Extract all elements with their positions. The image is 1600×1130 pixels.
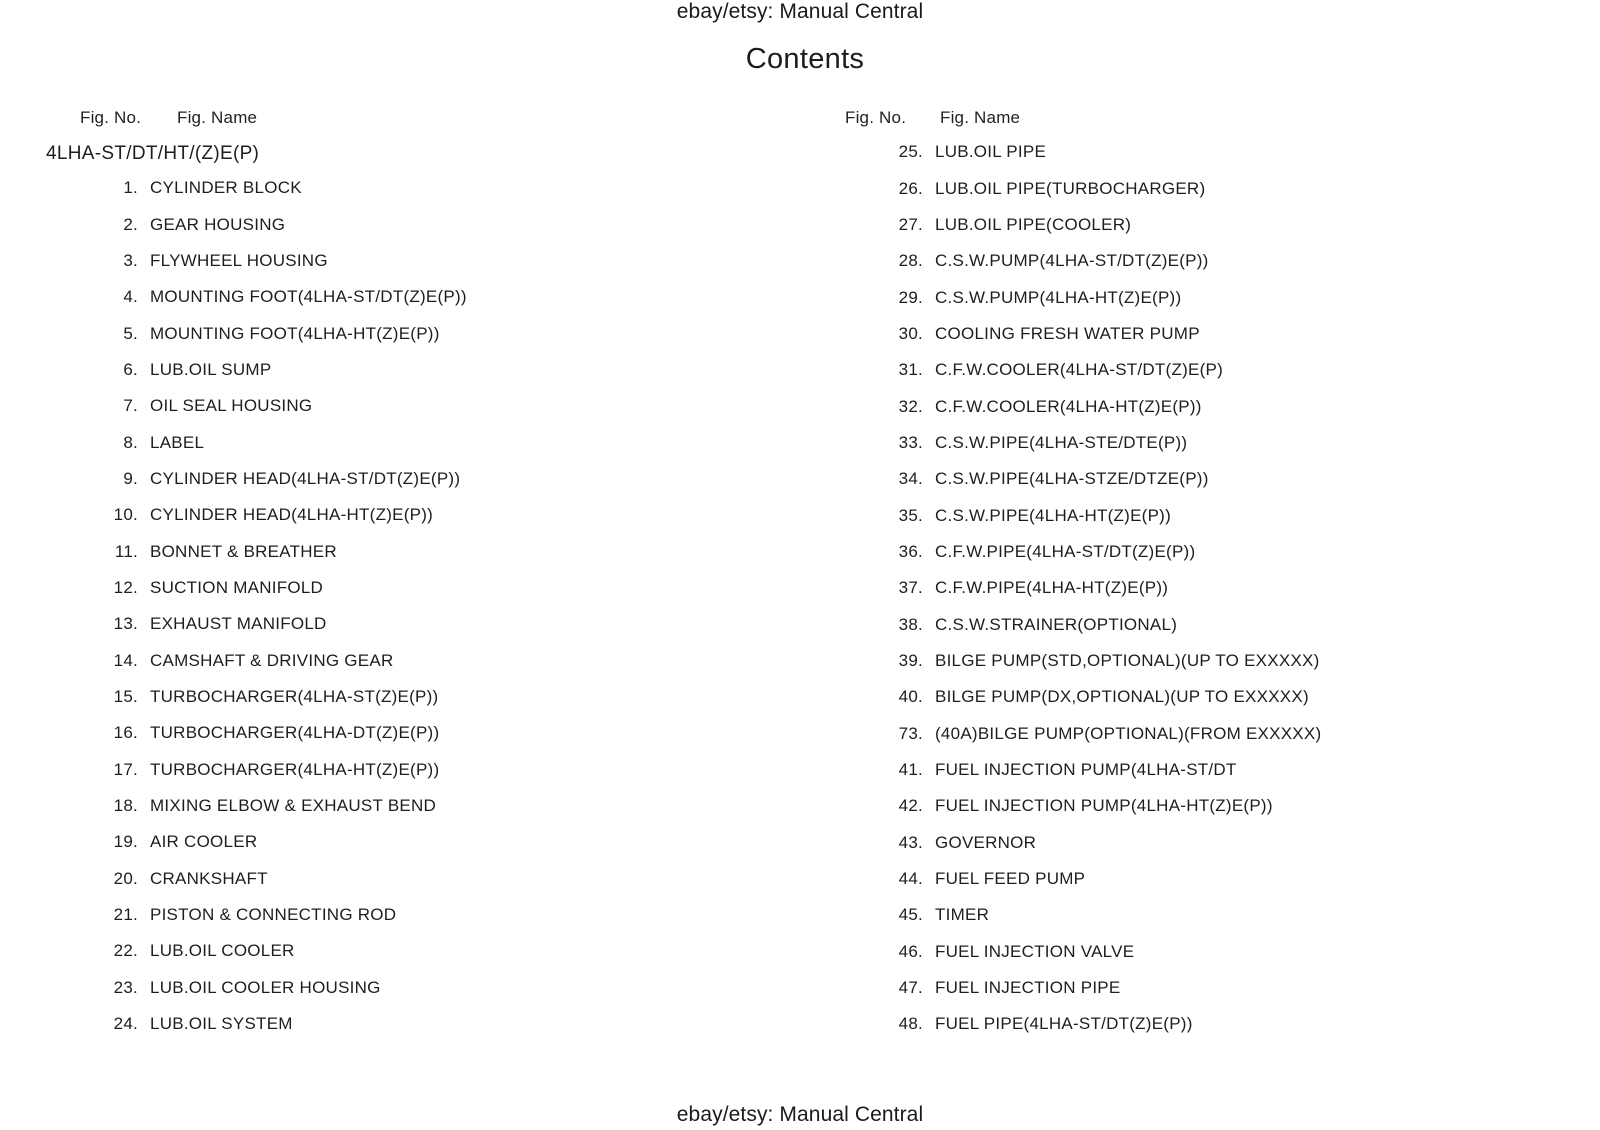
fig-number: 15. <box>113 686 138 706</box>
fig-name: MOUNTING FOOT(4LHA-ST/DT(Z)E(P)) <box>150 287 467 307</box>
fig-name: TURBOCHARGER(4LHA-DT(Z)E(P)) <box>150 723 440 743</box>
fig-list-item <box>78 788 467 824</box>
fig-name: C.S.W.PIPE(4LHA-STE/DTE(P)) <box>935 432 1188 452</box>
fig-name: CYLINDER HEAD(4LHA-ST/DT(Z)E(P)) <box>150 468 461 488</box>
header-brand-text: ebay/etsy: Manual Central <box>676 0 924 23</box>
fig-list-item <box>78 243 467 279</box>
fig-no-column-header-right: Fig. No. <box>845 108 907 127</box>
model-section-header: 4LHA-ST/DT/HT/(Z)E(P) <box>46 143 260 164</box>
fig-name: LABEL <box>150 432 205 452</box>
fig-list-item <box>78 752 467 788</box>
fig-name: TIMER <box>935 905 990 925</box>
fig-name: LUB.OIL COOLER <box>150 941 295 961</box>
fig-list-item <box>78 570 467 606</box>
fig-name: LUB.OIL SUMP <box>150 359 272 379</box>
fig-list-item <box>78 715 467 751</box>
fig-list-item <box>78 824 467 860</box>
fig-number: 28. <box>898 251 923 271</box>
fig-number: 34. <box>898 469 923 489</box>
fig-list-item <box>863 134 1321 170</box>
fig-name: TURBOCHARGER(4LHA-HT(Z)E(P)) <box>150 759 440 779</box>
fig-list-item <box>863 643 1321 679</box>
fig-number: 36. <box>898 541 923 561</box>
fig-number: 25. <box>898 142 923 162</box>
fig-name: BILGE PUMP(DX,OPTIONAL)(UP TO EXXXXX) <box>935 687 1309 707</box>
fig-name: BONNET & BREATHER <box>150 541 337 561</box>
fig-list-item <box>78 1006 467 1042</box>
fig-name: FUEL FEED PUMP <box>935 869 1086 889</box>
fig-number: 13. <box>113 614 138 634</box>
fig-list-item <box>863 752 1321 788</box>
fig-name: MIXING ELBOW & EXHAUST BEND <box>150 796 437 816</box>
fig-list-item <box>863 934 1321 970</box>
fig-number: 23. <box>113 977 138 997</box>
fig-number: 5. <box>123 323 138 343</box>
fig-number: 20. <box>113 868 138 888</box>
fig-number: 6. <box>123 359 138 379</box>
fig-list-item <box>78 279 467 315</box>
fig-number: 48. <box>898 1014 923 1034</box>
fig-number: 35. <box>898 505 923 525</box>
fig-name: CAMSHAFT & DRIVING GEAR <box>150 650 394 670</box>
fig-number: 47. <box>898 978 923 998</box>
fig-name: LUB.OIL PIPE <box>935 142 1047 162</box>
fig-number: 2. <box>123 214 138 234</box>
fig-number: 8. <box>123 432 138 452</box>
fig-name: FUEL PIPE(4LHA-ST/DT(Z)E(P)) <box>935 1014 1193 1034</box>
fig-list-item <box>863 279 1321 315</box>
fig-list-item <box>78 315 467 351</box>
fig-name-column-header-right: Fig. Name <box>940 108 1021 127</box>
fig-list-item <box>863 825 1321 861</box>
fig-list-item <box>78 679 467 715</box>
fig-number: 40. <box>898 687 923 707</box>
fig-name: COOLING FRESH WATER PUMP <box>935 323 1200 343</box>
fig-name: MOUNTING FOOT(4LHA-HT(Z)E(P)) <box>150 323 440 343</box>
fig-list-item <box>78 606 467 642</box>
fig-name: SUCTION MANIFOLD <box>150 577 324 597</box>
fig-name: FUEL INJECTION PUMP(4LHA-HT(Z)E(P)) <box>935 796 1273 816</box>
fig-name: FUEL INJECTION PIPE <box>935 978 1121 998</box>
fig-name: LUB.OIL SYSTEM <box>150 1014 293 1034</box>
fig-number: 38. <box>898 614 923 634</box>
fig-list-item <box>863 788 1321 824</box>
fig-number: 43. <box>898 832 923 852</box>
fig-name: AIR COOLER <box>150 832 258 852</box>
fig-name: FUEL INJECTION VALVE <box>935 941 1135 961</box>
fig-list-item <box>863 207 1321 243</box>
fig-number: 10. <box>113 505 138 525</box>
fig-list-item <box>78 352 467 388</box>
fig-list-item <box>863 243 1321 279</box>
fig-name: EXHAUST MANIFOLD <box>150 614 327 634</box>
fig-number: 1. <box>123 178 138 198</box>
fig-name: C.F.W.COOLER(4LHA-ST/DT(Z)E(P) <box>935 360 1224 380</box>
fig-name: FLYWHEEL HOUSING <box>150 250 328 270</box>
fig-name: C.F.W.PIPE(4LHA-ST/DT(Z)E(P)) <box>935 541 1196 561</box>
fig-name: C.S.W.PUMP(4LHA-ST/DT(Z)E(P)) <box>935 251 1209 271</box>
fig-name: PISTON & CONNECTING ROD <box>150 905 397 925</box>
fig-name: OIL SEAL HOUSING <box>150 396 313 416</box>
fig-name: C.S.W.PUMP(4LHA-HT(Z)E(P)) <box>935 287 1182 307</box>
fig-list-item <box>78 388 467 424</box>
fig-no-column-header-left: Fig. No. <box>80 108 142 127</box>
fig-list-item <box>863 1006 1321 1042</box>
fig-number: 24. <box>113 1014 138 1034</box>
fig-number: 18. <box>113 796 138 816</box>
fig-list-item <box>863 970 1321 1006</box>
fig-list-item <box>863 716 1321 752</box>
fig-name: (40A)BILGE PUMP(OPTIONAL)(FROM EXXXXX) <box>935 723 1322 743</box>
fig-number: 3. <box>123 250 138 270</box>
fig-list-item <box>78 861 467 897</box>
fig-list-left <box>78 170 467 1042</box>
fig-number: 45. <box>898 905 923 925</box>
fig-list-item <box>863 170 1321 206</box>
fig-number: 9. <box>123 468 138 488</box>
fig-list-item <box>863 352 1321 388</box>
fig-name: GEAR HOUSING <box>150 214 286 234</box>
fig-name: C.F.W.PIPE(4LHA-HT(Z)E(P)) <box>935 578 1169 598</box>
fig-list-item <box>863 897 1321 933</box>
fig-number: 26. <box>898 178 923 198</box>
fig-number: 12. <box>113 577 138 597</box>
fig-number: 44. <box>898 869 923 889</box>
fig-list-item <box>78 642 467 678</box>
fig-list-item <box>78 461 467 497</box>
fig-number: 19. <box>113 832 138 852</box>
fig-number: 37. <box>898 578 923 598</box>
fig-number: 73. <box>898 723 923 743</box>
fig-list-item <box>78 933 467 969</box>
footer-brand-text: ebay/etsy: Manual Central <box>676 1103 924 1126</box>
fig-number: 42. <box>898 796 923 816</box>
fig-list-item <box>863 534 1321 570</box>
fig-list-item <box>863 425 1321 461</box>
page-title: Contents <box>745 43 865 75</box>
fig-list-item <box>78 533 467 569</box>
fig-number: 14. <box>113 650 138 670</box>
fig-name: LUB.OIL COOLER HOUSING <box>150 977 381 997</box>
fig-list-item <box>78 497 467 533</box>
fig-list-item <box>78 970 467 1006</box>
fig-number: 7. <box>123 396 138 416</box>
fig-name: GOVERNOR <box>935 832 1037 852</box>
fig-number: 16. <box>113 723 138 743</box>
fig-number: 17. <box>113 759 138 779</box>
fig-number: 4. <box>123 287 138 307</box>
fig-number: 33. <box>898 432 923 452</box>
fig-number: 41. <box>898 760 923 780</box>
fig-list-item <box>863 861 1321 897</box>
fig-list-right <box>863 134 1321 1043</box>
fig-name: CYLINDER HEAD(4LHA-HT(Z)E(P)) <box>150 505 434 525</box>
fig-list-item <box>78 897 467 933</box>
fig-name: BILGE PUMP(STD,OPTIONAL)(UP TO EXXXXX) <box>935 650 1320 670</box>
fig-list-item <box>863 497 1321 533</box>
fig-name: LUB.OIL PIPE(TURBOCHARGER) <box>935 178 1206 198</box>
fig-number: 39. <box>898 650 923 670</box>
fig-list-item <box>863 316 1321 352</box>
fig-name: C.S.W.PIPE(4LHA-STZE/DTZE(P)) <box>935 469 1209 489</box>
fig-list-item <box>863 570 1321 606</box>
fig-number: 27. <box>898 214 923 234</box>
fig-number: 32. <box>898 396 923 416</box>
fig-list-item <box>863 606 1321 642</box>
fig-name: C.F.W.COOLER(4LHA-HT(Z)E(P)) <box>935 396 1202 416</box>
fig-name: C.S.W.STRAINER(OPTIONAL) <box>935 614 1178 634</box>
fig-name: LUB.OIL PIPE(COOLER) <box>935 214 1132 234</box>
fig-name: FUEL INJECTION PUMP(4LHA-ST/DT <box>935 760 1237 780</box>
fig-list-item <box>78 424 467 460</box>
fig-number: 46. <box>898 941 923 961</box>
fig-name: C.S.W.PIPE(4LHA-HT(Z)E(P)) <box>935 505 1172 525</box>
fig-name: CRANKSHAFT <box>150 868 268 888</box>
fig-number: 11. <box>114 541 138 561</box>
fig-number: 31. <box>898 360 923 380</box>
fig-list-item <box>78 206 467 242</box>
fig-number: 22. <box>113 941 138 961</box>
fig-number: 30. <box>898 323 923 343</box>
fig-name-column-header-left: Fig. Name <box>177 108 258 127</box>
fig-list-item <box>863 679 1321 715</box>
fig-number: 29. <box>898 287 923 307</box>
fig-number: 21. <box>113 905 138 925</box>
fig-name: TURBOCHARGER(4LHA-ST(Z)E(P)) <box>150 686 439 706</box>
fig-list-item <box>78 170 467 206</box>
fig-list-item <box>863 461 1321 497</box>
fig-name: CYLINDER BLOCK <box>150 178 302 198</box>
fig-list-item <box>863 388 1321 424</box>
